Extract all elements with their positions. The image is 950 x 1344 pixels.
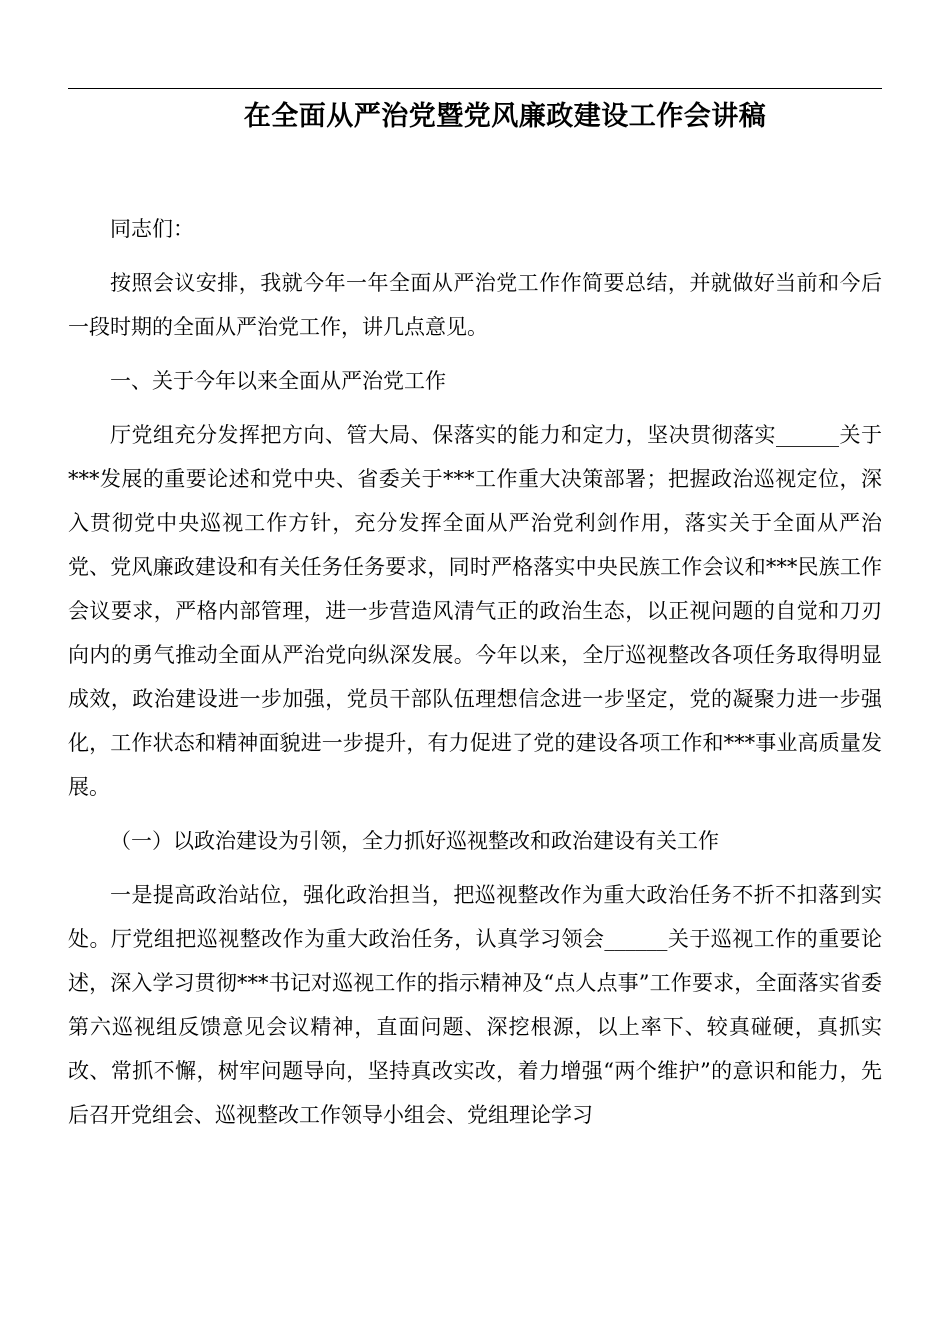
section-heading-1: 一、关于今年以来全面从严治党工作 [110, 369, 446, 393]
paragraph-salutation: 同志们： [110, 217, 194, 241]
paragraph-body: 厅党组充分发挥把方向、管大局、保落实的能力和定力，坚决贯彻落实______关于***发展的重要论述和党中央、省委关于***工作重大决策部署；把握政治巡视定位，深入贯彻党中央巡视工作方针，充分发挥全面从严治党利剑作用，落实关于全面从严治党、党风廉政建设和有关任务任务要求，同时严格落实中央民族工作会议和***民族工作会议要求，严格内部管理，进一步营造风清气正的政治生态，以正视问题的自觉和刀刃向内的勇气推动全面从严治党向纵深发展。今年以来，全厅巡视整改各项任务取得明显成效，政治建设进一步加强，党员干部队伍理想信念进一步坚定，党的凝聚力进一步强化，工作状态和精神面貌进一步提升，有力促进了党的建设各项工作和***事业高质量发展。 [68, 423, 882, 799]
subsection-heading-1: （一）以政治建设为引领，全力抓好巡视整改和政治建设有关工作 [110, 829, 719, 853]
document-title: 在全面从严治党暨党风廉政建设工作会讲稿 [243, 101, 767, 132]
paragraph-intro: 按照会议安排，我就今年一年全面从严治党工作作简要总结，并就做好当前和今后一段时期的全面从严治党工作，讲几点意见。 [68, 271, 882, 339]
header-rule [68, 88, 882, 89]
paragraph-body: 一是提高政治站位，强化政治担当，把巡视整改作为重大政治任务不折不扣落到实处。厅党组把巡视整改作为重大政治任务，认真学习领会______关于巡视工作的重要论述，深入学习贯彻***书记对巡视工作的指示精神及“点人点事”工作要求，全面落实省委第六巡视组反馈意见会议精神，直面问题、深挖根源，以上率下、较真碰硬，真抓实改、常抓不懈，树牢问题导向，坚持真改实改，着力增强“两个维护”的意识和能力，先后召开党组会、巡视整改工作领导小组会、党组理论学习 [68, 883, 882, 1127]
document-body [68, 207, 882, 1137]
